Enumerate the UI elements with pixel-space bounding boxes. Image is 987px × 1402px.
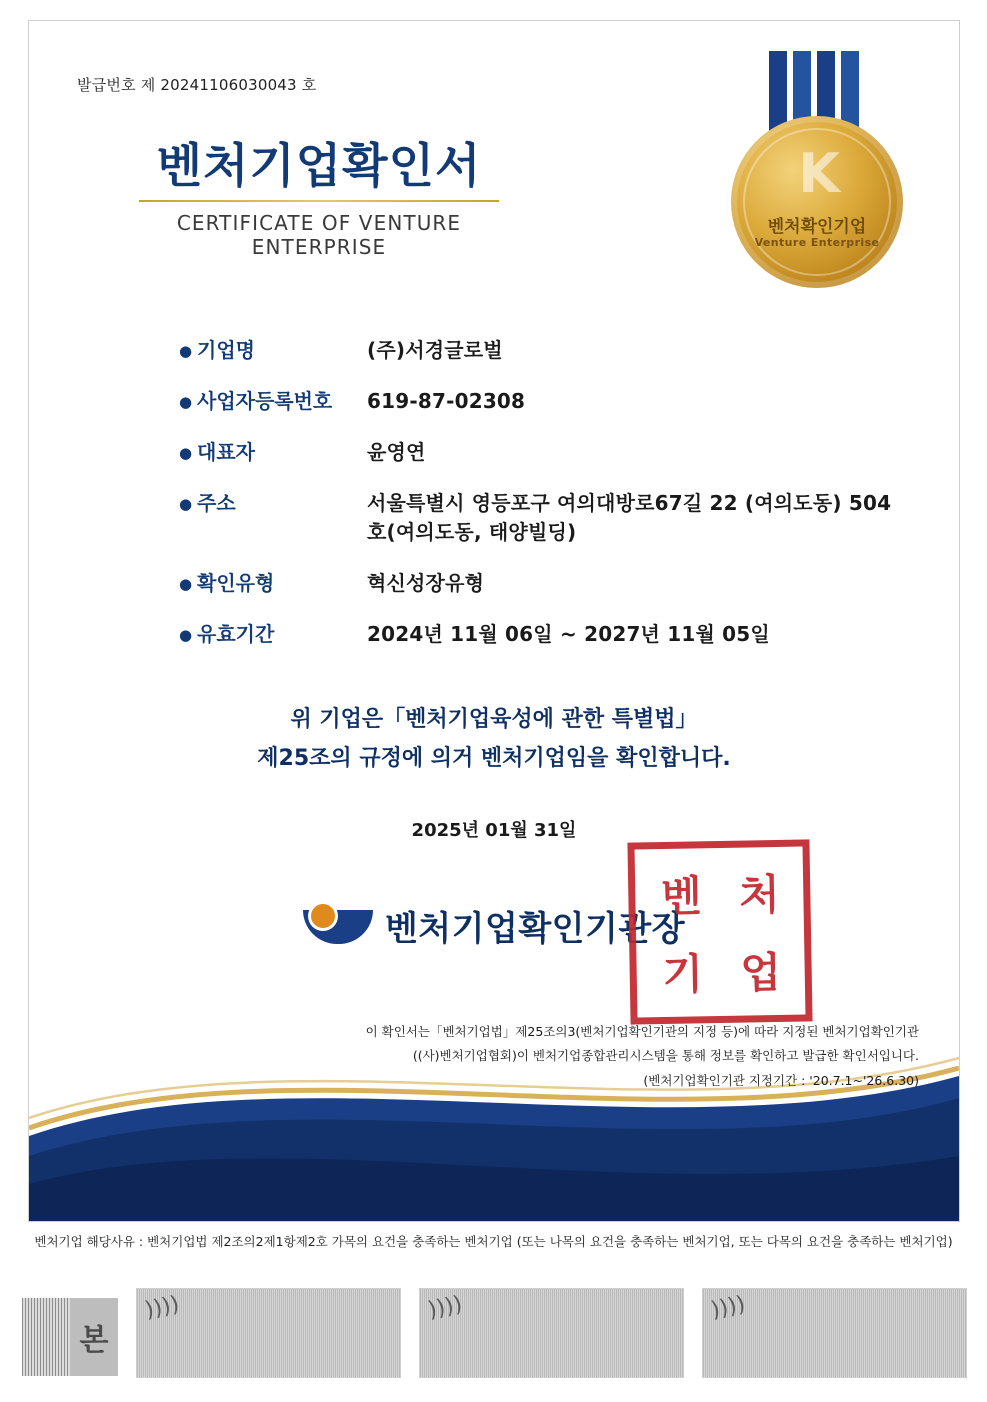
signer-name: 벤처기업확인기관장 <box>384 909 686 949</box>
wave-mark-icon: )))) <box>425 1291 465 1324</box>
page-title: 벤처기업확인서 <box>156 139 482 194</box>
footnote-line-2: ((사)벤처기업협회)이 벤처기업종합관리시스템을 통해 정보를 확인하고 발급한 확인서입니다. <box>412 1048 919 1064</box>
field-label-business-number: 사업자등록번호 <box>197 389 333 413</box>
signature-row <box>29 901 959 950</box>
field-row <box>179 489 899 547</box>
field-value-address: 서울특별시 영등포구 여의대방로67길 22 (여의도동) 504호(여의도동, 태양빌딩) <box>367 491 892 544</box>
stamp-char-1: 벤 <box>660 871 701 922</box>
medal-disc-icon <box>731 116 903 288</box>
field-label-address: 주소 <box>197 491 236 515</box>
field-row <box>179 438 899 467</box>
field-value-business-number: 619-87-02308 <box>367 389 526 413</box>
field-value-certification-type: 혁신성장유형 <box>367 571 485 595</box>
certificate-body <box>28 20 960 1222</box>
issue-number: 발급번호 제 20241106030043 호 <box>77 76 317 94</box>
statement-line-1: 위 기업은「벤처기업육성에 관한 특별법」 <box>290 707 698 732</box>
certificate-title-block <box>109 139 529 259</box>
certificate-statement <box>29 701 959 778</box>
field-value-valid-period: 2024년 11월 06일 ~ 2027년 11월 05일 <box>367 622 770 646</box>
stamp-char-2: 처 <box>738 869 779 920</box>
field-label-certification-type: 확인유형 <box>197 571 275 595</box>
stamp-char-3: 기 <box>662 949 702 1000</box>
wave-mark-icon: )))) <box>142 1291 182 1324</box>
bullet-icon: ● <box>179 444 193 462</box>
venture-medal <box>719 51 909 321</box>
field-row <box>179 569 899 598</box>
bullet-icon: ● <box>179 575 193 593</box>
field-row <box>179 620 899 649</box>
bullet-icon: ● <box>179 342 193 360</box>
bullet-icon: ● <box>179 393 193 411</box>
medal-letter: K <box>798 142 836 205</box>
certificate-fields <box>179 336 899 671</box>
barcode-block-2 <box>419 1288 684 1378</box>
field-row <box>179 336 899 365</box>
official-red-stamp <box>627 839 812 1024</box>
field-value-company-name: (주)서경글로벌 <box>367 338 503 362</box>
title-divider <box>139 200 499 202</box>
pattern-block-icon <box>22 1298 70 1376</box>
issue-date: 2025년 01월 31일 <box>411 820 577 841</box>
bullet-icon: ● <box>179 495 193 513</box>
certificate-footnote <box>299 1020 919 1093</box>
medal-text-en: Venture Enterprise <box>754 236 880 249</box>
field-row <box>179 387 899 416</box>
field-label-valid-period: 유효기간 <box>197 622 275 646</box>
barcode-block-3 <box>702 1288 967 1378</box>
statement-line-2: 제25조의 규정에 의거 벤처기업임을 확인합니다. <box>257 745 731 771</box>
field-value-representative: 윤영연 <box>367 440 426 464</box>
field-label-company-name: 기업명 <box>197 338 255 362</box>
footnote-line-1: 이 확인서는「벤처기업법」제25조의3(벤처기업확인기관의 지정 등)에 따라 지정된 벤처기업확인기관 <box>365 1023 919 1039</box>
field-label-representative: 대표자 <box>197 440 255 464</box>
wave-mark-icon: )))) <box>708 1291 748 1324</box>
barcode-block-1 <box>136 1288 401 1378</box>
verification-strip-row <box>22 1288 967 1384</box>
original-mark: 본 <box>70 1298 118 1376</box>
medal-text-ko: 벤처확인기업 <box>767 217 867 237</box>
stamp-char-4: 업 <box>739 947 780 998</box>
footnote-line-3: (벤처기업확인기관 지정기간 : '20.7.1~'26.6.30) <box>643 1072 919 1088</box>
page-subtitle: CERTIFICATE OF VENTURE ENTERPRISE <box>176 211 462 260</box>
eligibility-note: 벤처기업 해당사유 : 벤처기업법 제2조의2제1항제2호 가목의 요건을 충족하는 벤처기업 (또는 나목의 요건을 충족하는 벤처기업, 또는 다목의 요건을 충족하는 벤처기업) <box>34 1234 953 1249</box>
bullet-icon: ● <box>179 626 193 644</box>
venture-association-logo-icon <box>303 902 373 950</box>
